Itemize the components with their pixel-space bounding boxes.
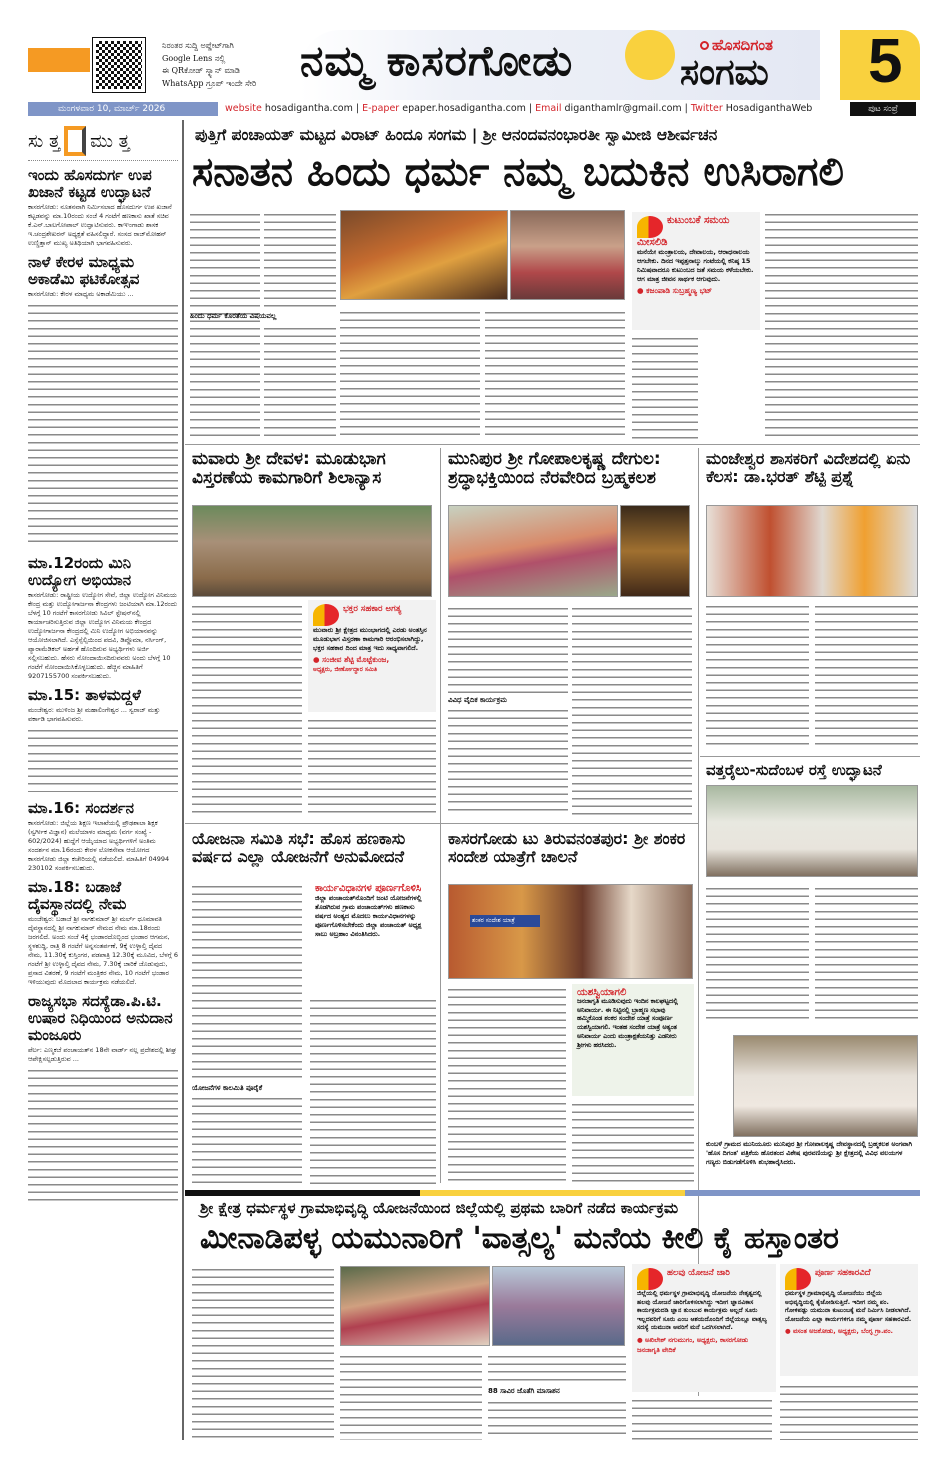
bottom-quote-box bbox=[632, 1264, 776, 1392]
quote-title: ಭಕ್ತರ ಸಹಕಾರ ಅಗತ್ಯ bbox=[343, 604, 402, 614]
brief-body: ಕಾಸರಗೋಡು: ರಾಷ್ಟ್ರೀಯ ಉದ್ಯೋಗ ಸೇವೆ, ಜಿಲ್ಲಾ ಉದ್ಯೋಗ ವಿನಿಮಯ ಕೇಂದ್ರ ಮತ್ತು ಉದ್ಯೋಗಾರ್ಜನಾ ಕೇಂದ್ರಗಳು ಜಂಟಿಯಾಗಿ ಮಾ.12ರಂದು ಬೆಳಗ್ಗೆ 10 ಗಂಟೆಗೆ ಕಾಸರಗೋಡು ಸಿವಿಲ್ ಸ್ಟೇಷನ್‌ನಲ್ಲಿ ಕಾರ್ಯಾಚರಿಸುತ್ತಿರುವ ಜಿಲ್ಲಾ ಉದ್ಯೋಗ ವಿನಿಮಯ ಕೇಂದ್ರದ ಉದ್ಯೋಗಾರ್ಜನಾ ಕೇಂದ್ರದಲ್ಲಿ ಮಿನಿ ಉದ್ಯೋಗ ಅಭಿಯಾನವನ್ನು ಆಯೋಜಿಸಲಾಗಿದೆ. ಎಸ್ಸೆಸ್ಸೆಲ್ಸಿಯಿಂದ ಪದವಿ, ಡಿಪ್ಲೊಮಾ, ನರ್ಸಿಂಗ್, ಪ್ಯಾರಾಮೆಡಿಕಲ್ ಅರ್ಹತೆ ಹೊಂದಿರುವ ಅಭ್ಯರ್ಥಿಗಳು ಅರ್ಜಿ ಸಲ್ಲಿಸಬಹುದು. ಹೆಸರು ನೋಂದಾಯಿಸದಿರುವವರು ಅಂದು ಬೆಳಗ್ಗೆ 10 ಗಂಟೆಗೆ ನೋಂದಾಯಿಸಿಕೊಳ್ಳಬಹುದು. ಹೆಚ್ಚಿನ ಮಾಹಿತಿಗೆ 9207155700 ಸಂಪರ್ಕಿಸಬಹುದು. bbox=[28, 591, 178, 680]
brief-body: ಪೆರ್ಲ: ಎಣ್ಮಕಜೆ ಪಂಚಾಯತ್‌ನ 18ನೇ ವಾರ್ಡ್ ನಲ್ಲ ಪ್ರದೇಶದಲ್ಲಿ ಶೀಘ್ರ ಆಪೇಕ್ಷಿಸಲ್ಪಡುತ್ತಿರುವ ... bbox=[28, 1046, 177, 1063]
story-text bbox=[488, 1398, 626, 1440]
top-story-text bbox=[264, 324, 336, 440]
column-rule bbox=[440, 448, 441, 1183]
epaper-label: E-paper bbox=[362, 103, 400, 114]
brand-name: ಹೊಸದಿಗಂತ bbox=[712, 36, 773, 54]
brief-item bbox=[28, 993, 178, 1204]
quote-author-name: ಸಂಜೀವ ಶೆಟ್ಟಿ ಮೊಟ್ಟೆಕುಂಜ, bbox=[322, 655, 390, 664]
brief-title: ಮಾ.18: ಬಡಾಜೆ ದೈವಸ್ಥಾನದಲ್ಲಿ ನೇಮ bbox=[28, 878, 127, 913]
yellow-circle-decoration bbox=[625, 30, 675, 80]
qr-line: ಈ QRಕೋಡ್ ಸ್ಕ್ಯಾನ್ ಮಾಡಿ bbox=[162, 66, 240, 75]
top-story-text bbox=[485, 308, 625, 440]
qr-line: WhatsApp ಗ್ರೂಪ್ ಇಂದೇ ಸೇರಿ bbox=[162, 78, 257, 88]
quote-title: ಯಶಸ್ವಿಯಾಗಲಿ bbox=[577, 987, 627, 998]
story-headline: ಮಂಜೇಶ್ವರ ಶಾಸಕರಿಗೆ ವಿದೇಶದಲ್ಲಿ ಏನು ಕೆಲಸ: ಡಾ.ಭರತ್ ಶೆಟ್ಟಿ ಪ್ರಶ್ನೆ bbox=[706, 449, 911, 486]
website-link[interactable]: hosadigantha.com bbox=[264, 103, 353, 114]
story-quote-box bbox=[572, 984, 694, 1096]
story-text bbox=[815, 602, 918, 750]
quote-author-name: ವಸಂತ ಅಜಕೋಡು, bbox=[792, 1327, 836, 1335]
story-headline: ಯೋಜನಾ ಸಮಿತಿ ಸಭೆ: ಹೊಸ ಹಣಕಾಸು ವರ್ಷದ ಎಲ್ಲಾ ಯೋಜನೆಗೆ ಅನುಮೋದನೆ bbox=[192, 829, 406, 866]
brief-item bbox=[28, 555, 178, 681]
quote-text: ಮುವಾರು ಶ್ರೀ ಕ್ಷೇತ್ರದ ಮುಂಭಾಗದಲ್ಲಿ ಎರಡು ಅಂತಸ್ತಿನ ಮೂಡುಭಾಗ ವಿಸ್ತರಣಾ ಕಾಮಗಾರಿ ಆರಂಭಿಸಲಾಗಿದ್ದು, ಭಕ್ತರ ಸಹಕಾರ ದಿಂದ ಮಾತ್ರ ಇದು ಸಾಧ್ಯವಾಗಲಿದೆ. bbox=[313, 626, 427, 652]
story-text bbox=[448, 604, 568, 694]
story-text bbox=[488, 1352, 626, 1385]
story-photo bbox=[448, 884, 693, 979]
story-text bbox=[572, 604, 692, 816]
brief-body: ಕಾಸರಗೋಡು: ನೂತನವಾಗಿ ನಿರ್ಮಿಸಲಾದ ಹೊಸದುರ್ಗ ಉಪ ಖಜಾನೆ ಕಟ್ಟಡವನ್ನು ಮಾ.10ರಂದು ಸಂಜೆ 4 ಗಂಟೆಗೆ ಹಣಕಾಸು ಖಾತೆ ಸಚಿವ ಕೆ.ಎನ್.ಬಾಲಗೋಪಾಲ್ ಉದ್ಘಾಟಿಸುವರು. ಕಾಞಂಗಾಡು ಶಾಸಕ ಇ.ಚಂದ್ರಶೇಖರನ್ ಅಧ್ಯಕ್ಷತೆ ವಹಿಸಲಿದ್ದಾರೆ. ಸಂಸದ ರಾಜ್‌ಮೋಹನ್ ಉಣ್ಣಿತ್ತಾನ್ ಮುಖ್ಯ ಅತಿಥಿಯಾಗಿ ಭಾಗವಹಿಸುವರು. bbox=[28, 203, 172, 247]
brief-title: ನಾಳೆ ಕೇರಳ ಮಾಧ್ಯಮ ಅಕಾಡೆಮಿ ಫಟಿಕೋತ್ಸವ bbox=[28, 253, 140, 288]
story-text bbox=[192, 882, 302, 1082]
brief-title: ಮಾ.12ರಂದು ಮಿನಿ ಉದ್ಯೋಗ ಅಭಿಯಾನ bbox=[28, 554, 132, 589]
top-story-text bbox=[340, 308, 480, 440]
quote-title: ಕಾರ್ಯವಿಧಾನಗಳ ಪೂರ್ಣಗೊಳಿಸಿ bbox=[315, 883, 422, 894]
bottom-photo bbox=[492, 1266, 625, 1346]
sutta-mutta-logo bbox=[28, 124, 178, 158]
top-headline: ಸನಾತನ ಹಿಂದು ಧರ್ಮ ನಮ್ಮ ಬದುಕಿನ ಉಸಿರಾಗಲಿ bbox=[192, 149, 845, 195]
brief-title: ಮಾ.15: ತಾಳಮದ್ದಳೆ bbox=[28, 686, 141, 704]
quote-icon bbox=[637, 216, 663, 238]
top-story-text bbox=[264, 210, 336, 310]
story-text bbox=[780, 1382, 918, 1440]
brief-body: ಕಾಸರಗೋಡು: ಕೇರಳ ಮಾಧ್ಯಮ ಅಕಾಡೆಮಿಯು ... bbox=[28, 290, 134, 298]
supplement-release-photo bbox=[733, 1035, 918, 1137]
top-photo-crowd bbox=[510, 210, 625, 300]
top-story-text bbox=[632, 334, 698, 440]
twitter-label: Twitter bbox=[690, 103, 723, 114]
story-photo bbox=[448, 505, 618, 597]
top-story-text bbox=[190, 210, 260, 440]
story-text bbox=[815, 884, 918, 1019]
quote-text: ಧರ್ಮಸ್ಥಳ ಗ್ರಾಮಾಭಿವೃದ್ಧಿ ಯೋಜನೆಯು ಜಿಲ್ಲೆಯ ಅಭಿವೃದ್ಧಿಯಲ್ಲಿ ಕೈಜೋಡಿಸುತ್ತಿದೆ. ಇದೀಗ ನಮ್ಮ ಪಂ. ಗೋಳಿಪಡ್ಪು ಯಮುನಾ ಕುಟುಂಬಕ್ಕೆ ಮನೆ ನಿರ್ಮಿಸಿ ನೀಡಲಾಗಿದೆ. ಯೋಜನೆಯ ಎಲ್ಲಾ ಕಾರ್ಯಗಳಿಗೂ ನಮ್ಮ ಪೂರ್ಣ ಸಹಕಾರವಿದೆ. bbox=[785, 1290, 912, 1323]
brief-item bbox=[28, 800, 178, 873]
quote-title: ಪೂರ್ಣ ಸಹಕಾರವಿದೆ bbox=[815, 1268, 871, 1278]
story-headline: ಮುನಿಪುರ ಶ್ರೀ ಗೋಪಾಲಕೃಷ್ಣ ದೇಗುಲ: ಶ್ರದ್ಧಾಭಕ್ತಿಯಿಂದ ನೆರವೇರಿದ ಬ್ರಹ್ಮಕಲಶ bbox=[448, 449, 661, 488]
quote-author: ● ಸಂಜೀವ ಶೆಟ್ಟಿ ಮೊಟ್ಟೆಕುಂಜ, ಅಧ್ಯಕ್ಷರು, ಜೀರ್ಣೋದ್ಧಾರ ಸಮಿತಿ bbox=[313, 655, 431, 675]
epaper-link[interactable]: epaper.hosadigantha.com bbox=[402, 103, 526, 114]
quote-author: ● ಅಖಿಲೇಶ್ ನಗುಮುಗಂ, ಅಧ್ಯಕ್ಷರು, ಕಾಸರಗೋಡು ಜನಜಾಗೃತಿ ವೇದಿಕೆ bbox=[637, 1335, 749, 1354]
section-rule bbox=[185, 444, 920, 445]
top-quote-box bbox=[632, 212, 760, 330]
top-photo-stage bbox=[340, 210, 508, 300]
quote-text: ಜಿಲ್ಲಾ ಪಂಚಾಯತ್‌ನೊಂದಿಗೆ ಜಂಟಿ ಯೋಜನೆಗಳಲ್ಲಿ ತೊಡಗಿರುವ ಗ್ರಾಮ ಪಂಚಾಯತ್‌ಗಳು ಹಣಕಾಸು ವರ್ಷದ ಅಂತ್ಯದ ಮೊದಲು ಕಾರ್ಯವಿಧಾನಗಳನ್ನು ಪೂರ್ಣಗೊಳಿಸಬೇಕೆಂದು ಜಿಲ್ಲಾ ಪಂಚಾಯತ್ ಅಧ್ಯಕ್ಷ ಸಾಬು ಅಬ್ರಹಾಂ ವಿನಂತಿಸಿದರು. bbox=[315, 894, 422, 938]
story-quote-box bbox=[310, 880, 436, 990]
brief-title: ರಾಜ್ಯಸಭಾ ಸದಸ್ಯೆಡಾ.ಪಿ.ಟಿ. ಉಷಾರ ನಿಧಿಯಿಂದ ಅನುದಾನ ಮಂಜೂರು bbox=[28, 992, 173, 1044]
brief-item bbox=[28, 254, 178, 549]
story-text bbox=[192, 1265, 334, 1440]
door-icon bbox=[64, 126, 86, 156]
left-column bbox=[28, 124, 178, 1204]
quote-author-role: ಅಧ್ಯಕ್ಷರು, ಜೀರ್ಣೋದ್ಧಾರ ಸಮಿತಿ bbox=[313, 666, 377, 673]
quote-author-name: ಕಜಂಪಾಡಿ ಸುಬ್ರಹ್ಮಣ್ಯ ಭಟ್ bbox=[646, 286, 713, 295]
quote-title: ಕುಟುಂಬಕೆ ಸಮಯ ಮೀಸಲಿಡಿ bbox=[637, 215, 730, 248]
story-headline: ವತ್ತರೈಲು-ಸುದೆಂಬಳ ರಸ್ತೆ ಉದ್ಘಾಟನೆ bbox=[706, 761, 882, 779]
logo-text: ಸು ತ್ತ bbox=[28, 130, 61, 152]
page-number: 5 bbox=[868, 27, 903, 96]
story-text bbox=[192, 602, 302, 817]
story-text bbox=[706, 602, 809, 750]
brief-body: ಮಂಜೇಶ್ವರ: ಬಡಾಜೆ ಶ್ರೀ ನಾಗಕುಮಾರ್ ಶ್ರೀ ಮರ್ಲ್ ಧೂಮಾವತಿ ದೈವಸ್ಥಾನದಲ್ಲಿ ಶ್ರೀ ನಾಗಕುಮಾರ್ ನೇಮದ ನೇಮ ಮಾ.18ರಂದು ಜರಗಲಿದೆ. ಅಂದು ಸಂಜೆ 4ಕ್ಕೆ ಭಂಡಾರದೊಬ್ಬಿಂದ ಭಂಡಾರ ಆಗಮನ, ಸ್ಥಳಶುದ್ಧಿ, ರಾತ್ರಿ 8 ಗಂಟೆಗೆ ಅನ್ನಸಂತರ್ಪಣೆ, 9ಕ್ಕೆ ಉಳ್ಳಾಲ್ತಿ ದೈವದ ನೇಮ, 11.30ಕ್ಕೆ ಕುಸ್ತಿಂಗರ, ಪಡಪಾತ್ರಿ 12.30ಕ್ಕೆ ಮೂವಿದ, ಬೆಳಗ್ಗೆ 6 ಗಂಟೆಗೆ ಶ್ರೀ ಉಳ್ಳಾಲ್ತಿ ದೈವದ ನೇಮ, 7.30ಕ್ಕೆ ಜಾರಿಕೆ ಜೊಡುವುದು, ಪ್ರಸಾದ ವಿತರಣೆ, 9 ಗಂಟೆಗೆ ಮಂತ್ರಿಕರ ನೇಮ, 10 ಗಂಟೆಗೆ ಭಂಡಾರ ಇಳಿಯುವುದು ಮೊದಲಾದ ಕಾರ್ಯಕ್ರಮ ನಡೆಯಲಿದೆ. bbox=[28, 915, 178, 986]
story-subhead: ವಿವಿಧ ವೈದಿಕ ಕಾರ್ಯಕ್ರಮ bbox=[448, 696, 507, 704]
section-title: ಸಂಗಮ bbox=[680, 52, 769, 93]
bottom-headline: ಮೀನಾಡಿಪಳ್ಳ ಯಮುನಾರಿಗೆ 'ವಾತ್ಸಲ್ಯ' ಮನೆಯ ಕೀಲಿ ಕೈ ಹಸ್ತಾಂತರ bbox=[200, 1221, 839, 1256]
story-text bbox=[572, 1100, 694, 1184]
story-subhead: 88 ಸಾವಿರ ಜೊತೆಗಿ ಮಾಸಾಶನ bbox=[488, 1387, 560, 1395]
story-headline: ಮವಾರು ಶ್ರೀ ದೇವಳ: ಮೂಡುಭಾಗ ವಿಸ್ತರಣೆಯ ಕಾಮಗಾರಿಗೆ ಶಿಲಾನ್ಯಾಸ bbox=[192, 449, 386, 488]
top-subhead: ಹಿಂದು ಧರ್ಮ ಕೊರತೆಯ ವಿಷಯವಲ್ಲ bbox=[190, 312, 277, 320]
story-text bbox=[448, 985, 566, 1185]
date-box: ಮಂಗಳವಾರ 10, ಮಾರ್ಚ್ 2026 bbox=[28, 102, 218, 116]
logo-text: ಮು ತ್ತ bbox=[90, 130, 130, 152]
story-text bbox=[192, 1094, 302, 1184]
color-strip bbox=[185, 1190, 920, 1196]
event-banner: ಶಂಕರ ಸಂದೇಶ ಯಾತ್ರೆ bbox=[470, 915, 540, 927]
bottom-quote-box bbox=[780, 1264, 918, 1376]
quote-title: ಹಲವು ಯೋಜನೆ ಜಾರಿ bbox=[667, 1268, 730, 1278]
story-subhead: ಯೋಜನೆಗಳ ಕಾಲಮಿತಿ ಪೂರೈಕೆ bbox=[192, 1084, 263, 1092]
brief-title: ಮಾ.16: ಸಂದರ್ಶನ bbox=[28, 799, 134, 817]
quote-text: ಜಿಲ್ಲೆಯಲ್ಲಿ ಧರ್ಮಸ್ಥಳ ಗ್ರಾಮಾಭಿವೃದ್ಧಿ ಯೋಜನೆಯ ನೇತೃತ್ವದಲ್ಲಿ ಹಲವು ಯೋಜನೆ ಜಾರಿಗೊಳಿಸಲಾಗಿದ್ದು ಇದೀಗ ಜ್ಞಾನವಿಕಾಸ ಕಾರ್ಯಕ್ರಮದಡಿ ಜ್ಞಾನ ತುಂಬುವ ಕಾರ್ಯಕ್ರಮ ಅಲ್ಲದೆ ಸೂರು ಇಲ್ಲದವರಿಗೆ ಸೂರು ಎಂಬ ಆಶಯದೊಂದಿಗೆ ಜಿಲ್ಲೆಯಲ್ಲೂ ವಾತ್ಸಲ್ಯ ಸದಸ್ಯೆ ಯಮುನಾ ಅವರಿಗೆ ಮನೆ ಒದಗಿಸಲಾಗಿದೆ. bbox=[637, 1290, 767, 1331]
story-text bbox=[308, 716, 436, 816]
contact-bar: website hosadigantha.com | E-paper epaper.hosadigantha.com | Email diganthamlr@gmail.com | Twitter HosadiganthaWeb bbox=[225, 103, 813, 114]
quote-icon bbox=[313, 604, 339, 626]
quote-author-name: ಅಖಿಲೇಶ್ ನಗುಮುಗಂ, ಅಧ್ಯಕ್ಷರು, bbox=[644, 1335, 718, 1344]
twitter-link[interactable]: HosadiganthaWeb bbox=[725, 103, 813, 114]
quote-author: ● ಕಜಂಪಾಡಿ ಸುಬ್ರಹ್ಮಣ್ಯ ಭಟ್ bbox=[637, 286, 713, 295]
top-story-text bbox=[765, 210, 918, 440]
masthead-title: ನಮ್ಮ ಕಾಸರಗೋಡು bbox=[300, 36, 574, 85]
story-photo bbox=[192, 505, 432, 597]
column-rule bbox=[182, 120, 184, 1440]
orange-accent-bar bbox=[28, 48, 90, 72]
quote-icon bbox=[637, 1268, 663, 1290]
page-tag: ಪುಟ ಸಂಪ್ರೆ bbox=[850, 102, 916, 116]
brief-body: ಮಂಜೇಶ್ವರ: ಮುಳಿಂಜ ಶ್ರೀ ಮಹಾಲಿಂಗೇಶ್ವರ ... ಸ್ವರಾಜ್ ಮತ್ತು ವರ್ಕಾಡಿ ಭಾಗವಹಿಸುವರು. bbox=[28, 706, 161, 723]
story-photo bbox=[706, 505, 918, 597]
qr-line: Google Lens ನಲ್ಲಿ bbox=[162, 53, 226, 63]
quote-text: ಜನಜಾಗೃತಿ ಮೂಡಿಸುವುದು ಇಂದಿನ ಕಾಲಘಟ್ಟದಲ್ಲಿ ಅನಿವಾರ್ಯ. ಈ ನಿಟ್ಟಿನಲ್ಲಿ ಬ್ರಾಹ್ಮಣ ಸಭಾವು ಹಮ್ಮಿಕೊಂಡ ಶಂಕರ ಸಂದೇಶ ಯಾತ್ರೆ ಸಂಪೂರ್ಣ ಯಶಸ್ವಿಯಾಗಲಿ. ಇಂತಹ ಸಂದೇಶ ಯಾತ್ರೆ ಅತ್ಯಂತ ಅನಿವಾರ್ಯ ಎಂದು ಮಂತ್ರಾಕ್ಷತೆಯನಿತ್ತು ಎಡನೀರು ಶ್ರೀಗಳು ಹರಸಿದರು. bbox=[577, 998, 678, 1049]
quote-author: ● ವಸಂತ ಅಜಕೋಡು, ಅಧ್ಯಕ್ಷರು, ಬೆಂಗ್ಳ ಗ್ರಾ.ಪಂ. bbox=[785, 1327, 893, 1335]
story-quote-box bbox=[308, 600, 436, 712]
section-rule bbox=[185, 823, 698, 824]
top-kicker: ಪುತ್ತಿಗೆ ಪಂಚಾಯತ್ ಮಟ್ಟದ ವಿರಾಟ್ ಹಿಂದೂ ಸಂಗಮ | ಶ್ರೀ ಆನಂದವನಂಭಾರತೀ ಸ್ವಾಮೀಜಿ ಆಶೀರ್ವಚನ bbox=[195, 126, 718, 144]
brand-dot-icon bbox=[700, 41, 709, 50]
email-link[interactable]: diganthamlr@gmail.com bbox=[564, 103, 682, 114]
bottom-photo bbox=[340, 1266, 490, 1346]
brief-item bbox=[28, 879, 178, 987]
quote-icon bbox=[785, 1268, 811, 1290]
photo-caption: ಕುಂಬಳೆ ಗ್ರಾಮದ ಮುನಿಯೂರು ಮುನಿಪುರ ಶ್ರೀ ಗೋಪಾಲಕೃಷ್ಣ ದೇವಸ್ಥಾನದಲ್ಲಿ ಬ್ರಹ್ಮಕಲಶ ಅಂಗವಾಗಿ 'ಹೊಸ ದಿಗಂತ' ಪತ್ರಿಕೆಯ ಹೊರತಂದ ವಿಶೇಷ ಪುರವಣಿಯನ್ನು ಶ್ರೀ ಕ್ಷೇತ್ರದಲ್ಲಿ ವಿವಿಧ ವಲಯಗಳ ಗಣ್ಯರು ಬಿಡುಗಡೆಗೊಳಿಸಿ ಶುಭಹಾರೈಸಿದರು. bbox=[706, 1140, 913, 1166]
story-photo bbox=[706, 785, 918, 877]
story-text bbox=[340, 1352, 482, 1440]
story-text bbox=[448, 706, 568, 816]
quote-text: ಮನೆಯೇ ಮಂತ್ರಾಲಯ, ದೇವಾಲಯ, ಆರಾಧನಾಲಯ ಆಗಬೇಕು. ದಿನದ ಇಪ್ಪತ್ತನಾಲ್ಕು ಗಂಟೆಯಲ್ಲಿ ಕನಿಷ್ಠ 15 ನಿಮಿಷವಾದರೂ ಕುಟುಂಬದ ಜತೆ ಸಮಯ ಕಳೆಯಬೇಕು. ಆಗ ಮಾತ್ರ ಜೀವನ ಸಾರ್ಥಕ ಆಗುವುದು. bbox=[637, 248, 754, 283]
quote-author-role: ಅಧ್ಯಕ್ಷರು, ಬೆಂಗ್ಳ ಗ್ರಾ.ಪಂ. bbox=[837, 1327, 893, 1335]
brief-item bbox=[28, 167, 178, 248]
website-label: website bbox=[225, 103, 262, 114]
qr-code[interactable] bbox=[93, 38, 145, 92]
story-text bbox=[632, 1396, 772, 1440]
story-headline: ಕಾಸರಗೋಡು ಟು ತಿರುವನಂತಪುರ: ಶ್ರೀ ಶಂಕರ ಸಂದೇಶ ಯಾತ್ರೆಗೆ ಚಾಲನೆ bbox=[448, 829, 686, 866]
story-text bbox=[310, 996, 436, 1184]
bottom-kicker: ಶ್ರೀ ಕ್ಷೇತ್ರ ಧರ್ಮಸ್ಥಳ ಗ್ರಾಮಾಭಿವೃದ್ಧಿ ಯೋಜನೆಯಿಂದ ಜಿಲ್ಲೆಯಲ್ಲಿ ಪ್ರಥಮ ಬಾರಿಗೆ ನಡೆದ ಕಾರ್ಯಕ್ರಮ bbox=[200, 1199, 679, 1217]
brief-item bbox=[28, 687, 178, 794]
story-text bbox=[706, 884, 809, 1019]
email-label: Email bbox=[535, 103, 562, 114]
quote-author-role: ಕಾಸರಗೋಡು ಜನಜಾಗೃತಿ ವೇದಿಕೆ bbox=[637, 1335, 749, 1354]
brief-title: ಇಂದು ಹೊಸದುರ್ಗ ಉಪ ಖಜಾನೆ ಕಟ್ಟಡ ಉದ್ಘಾಟನೆ bbox=[28, 166, 152, 201]
story-photo bbox=[620, 505, 690, 597]
qr-line: ನಿರಂತರ ಸುದ್ದಿ ಅಪ್ಡೇಟ್‌ಗಾಗಿ bbox=[162, 41, 234, 50]
brief-body: ಕಾಸರಗೋಡು: ಜಿಲ್ಲೆಯ ಶಿಕ್ಷಣ ಇಲಾಖೆಯಲ್ಲಿ ಪ್ರೌಢಶಾಲಾ ಶಿಕ್ಷಕ (ಸ್ವರ್ಗೀಕ ವಿಜ್ಞಾನ) ಮಲೆಯಾಳಂ ಮಾಧ್ಯಮ (ವರ್ಗ ಸಂಖ್ಯೆ - 602/2024) ಹುದ್ದೆಗೆ ಆಯ್ಕೆಯಾದ ಅಭ್ಯರ್ಥಿಗಳಿಗೆ ಅಂತಿಮ ಸಂದರ್ಶನ ಮಾ.16ರಂದು ಕೇರಳ ಲೋಕಸೇವಾ ಆಯೋಗದ ಕಾಸರಗೋಡು ಜಿಲ್ಲಾ ಕಚೇರಿಯಲ್ಲಿ ನಡೆಯಲಿದೆ. ಮಾಹಿತಿಗೆ 04994 230102 ಸಂಪರ್ಕಿಸಬಹುದು. bbox=[28, 819, 170, 872]
qr-instructions bbox=[162, 40, 256, 90]
section-rule bbox=[700, 756, 920, 757]
